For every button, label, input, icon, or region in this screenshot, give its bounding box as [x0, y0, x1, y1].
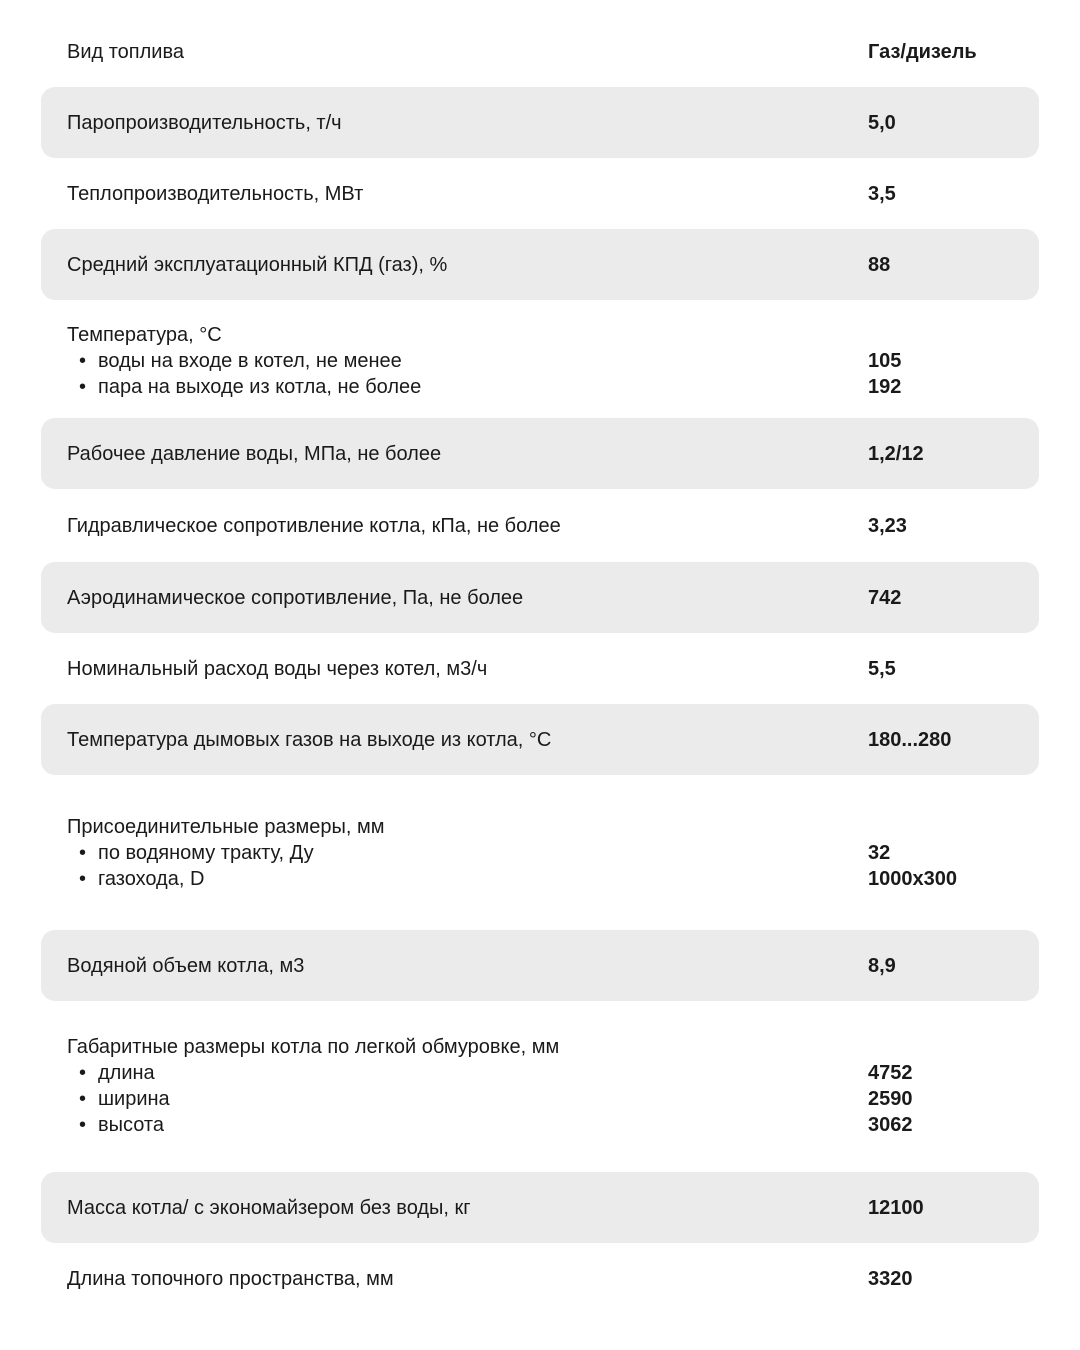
- spec-value-text: [868, 322, 1028, 348]
- spec-value-text: 5,0: [868, 111, 896, 134]
- spec-sub-item: [67, 374, 847, 400]
- spec-label: [67, 252, 847, 278]
- bullet-icon: •: [78, 376, 86, 398]
- spec-label: [67, 727, 847, 753]
- spec-label: [67, 656, 847, 682]
- spec-sub-label: высота: [98, 1114, 164, 1136]
- spec-row: [41, 229, 1039, 300]
- spec-row: [41, 634, 1039, 704]
- spec-value: [868, 585, 1028, 611]
- spec-row: [41, 704, 1039, 775]
- spec-sub-value: 2590: [868, 1088, 913, 1110]
- spec-sub-item: [67, 348, 847, 374]
- spec-row: [41, 309, 1039, 413]
- spec-sub-label: воды на входе в котел, не менее: [98, 350, 402, 372]
- spec-sub-value: 105: [868, 350, 902, 372]
- spec-value-text: 5,5: [868, 658, 896, 680]
- spec-sub-label: ширина: [98, 1088, 170, 1110]
- spec-value: [868, 814, 1028, 892]
- spec-label-text: Масса котла/ с экономайзером без воды, кг: [67, 1196, 471, 1219]
- spec-sub-value: 192: [868, 376, 902, 398]
- spec-label: [67, 814, 847, 892]
- spec-value: [868, 39, 1028, 65]
- spec-value: [868, 1266, 1028, 1292]
- spec-row: [41, 1244, 1039, 1314]
- spec-row: [41, 491, 1039, 561]
- spec-row: [41, 786, 1039, 920]
- spec-row: [41, 562, 1039, 633]
- spec-label: [67, 1195, 847, 1221]
- spec-value-text: 180...280: [868, 728, 952, 751]
- spec-label-text: Гидравлическое сопротивление котла, кПа, не более: [67, 515, 561, 537]
- spec-value: [868, 441, 1028, 467]
- spec-label: [67, 953, 847, 979]
- spec-value: [868, 953, 1028, 979]
- spec-value-text: 8,9: [868, 954, 896, 977]
- spec-value-text: 88: [868, 253, 891, 276]
- spec-value: [868, 1195, 1028, 1221]
- spec-sub-value: 3062: [868, 1114, 913, 1136]
- spec-label-text: Номинальный расход воды через котел, м3/ч: [67, 658, 488, 680]
- spec-label-text: Теплопроизводительность, МВт: [67, 183, 364, 205]
- spec-sub-item: [67, 1060, 847, 1086]
- spec-value: [868, 727, 1028, 753]
- spec-label-text: Длина топочного пространства, мм: [67, 1268, 394, 1290]
- spec-value: [868, 1034, 1028, 1138]
- spec-value-text: 3,23: [868, 515, 907, 537]
- spec-sub-label: газохода, D: [98, 868, 205, 890]
- spec-label-text: Присоединительные размеры, мм: [67, 816, 385, 838]
- spec-value-text: 742: [868, 586, 902, 609]
- spec-value-text: 1,2/12: [868, 442, 924, 465]
- spec-row: [41, 17, 1039, 87]
- spec-value-text: 12100: [868, 1196, 924, 1219]
- spec-sub-item: [67, 1112, 847, 1138]
- spec-value-text: Газ/дизель: [868, 41, 977, 63]
- spec-sub-label: пара на выходе из котла, не более: [98, 376, 422, 398]
- spec-value-text: 3320: [868, 1268, 913, 1290]
- spec-label: [67, 39, 847, 65]
- spec-label-text: Аэродинамическое сопротивление, Па, не более: [67, 586, 524, 609]
- spec-row: [41, 87, 1039, 158]
- spec-label: [67, 585, 847, 611]
- spec-row: [41, 418, 1039, 489]
- spec-value: [868, 181, 1028, 207]
- bullet-icon: •: [78, 1114, 86, 1136]
- spec-value-text: [868, 1034, 1028, 1060]
- spec-label-text: Габаритные размеры котла по легкой обмуровке, мм: [67, 1036, 560, 1058]
- spec-sub-item: [67, 866, 847, 892]
- spec-row: [41, 930, 1039, 1001]
- bullet-icon: •: [78, 350, 86, 372]
- spec-label-text: Водяной объем котла, м3: [67, 954, 305, 977]
- spec-label: [67, 181, 847, 207]
- bullet-icon: •: [78, 1088, 86, 1110]
- spec-value: [868, 252, 1028, 278]
- bullet-icon: •: [78, 842, 86, 864]
- spec-label: [67, 513, 847, 539]
- spec-sub-value: 1000х300: [868, 868, 957, 890]
- spec-sub-item: [67, 1086, 847, 1112]
- spec-value: [868, 656, 1028, 682]
- spec-value: [868, 513, 1028, 539]
- bullet-icon: •: [78, 868, 86, 890]
- spec-label-text: Температура дымовых газов на выходе из котла, °С: [67, 728, 552, 751]
- bullet-icon: •: [78, 1062, 86, 1084]
- spec-row: [41, 1009, 1039, 1163]
- spec-label: [67, 1034, 847, 1138]
- spec-sub-item: [67, 840, 847, 866]
- spec-label-text: Средний эксплуатационный КПД (газ), %: [67, 253, 448, 276]
- spec-label: [67, 441, 847, 467]
- spec-value: [868, 110, 1028, 136]
- spec-label: [67, 322, 847, 400]
- spec-label: [67, 110, 847, 136]
- spec-sub-value: 4752: [868, 1062, 913, 1084]
- spec-value-text: 3,5: [868, 183, 896, 205]
- spec-label: [67, 1266, 847, 1292]
- spec-row: [41, 1172, 1039, 1243]
- spec-label-text: Температура, °С: [67, 324, 222, 346]
- spec-sub-label: по водяному тракту, Ду: [98, 842, 314, 864]
- spec-sub-label: длина: [98, 1062, 155, 1084]
- spec-label-text: Рабочее давление воды, МПа, не более: [67, 442, 442, 465]
- spec-value-text: [868, 814, 1028, 840]
- spec-label-text: Паропроизводительность, т/ч: [67, 111, 342, 134]
- spec-row: [41, 159, 1039, 229]
- spec-sub-value: 32: [868, 842, 891, 864]
- spec-label-text: Вид топлива: [67, 41, 184, 63]
- spec-value: [868, 322, 1028, 400]
